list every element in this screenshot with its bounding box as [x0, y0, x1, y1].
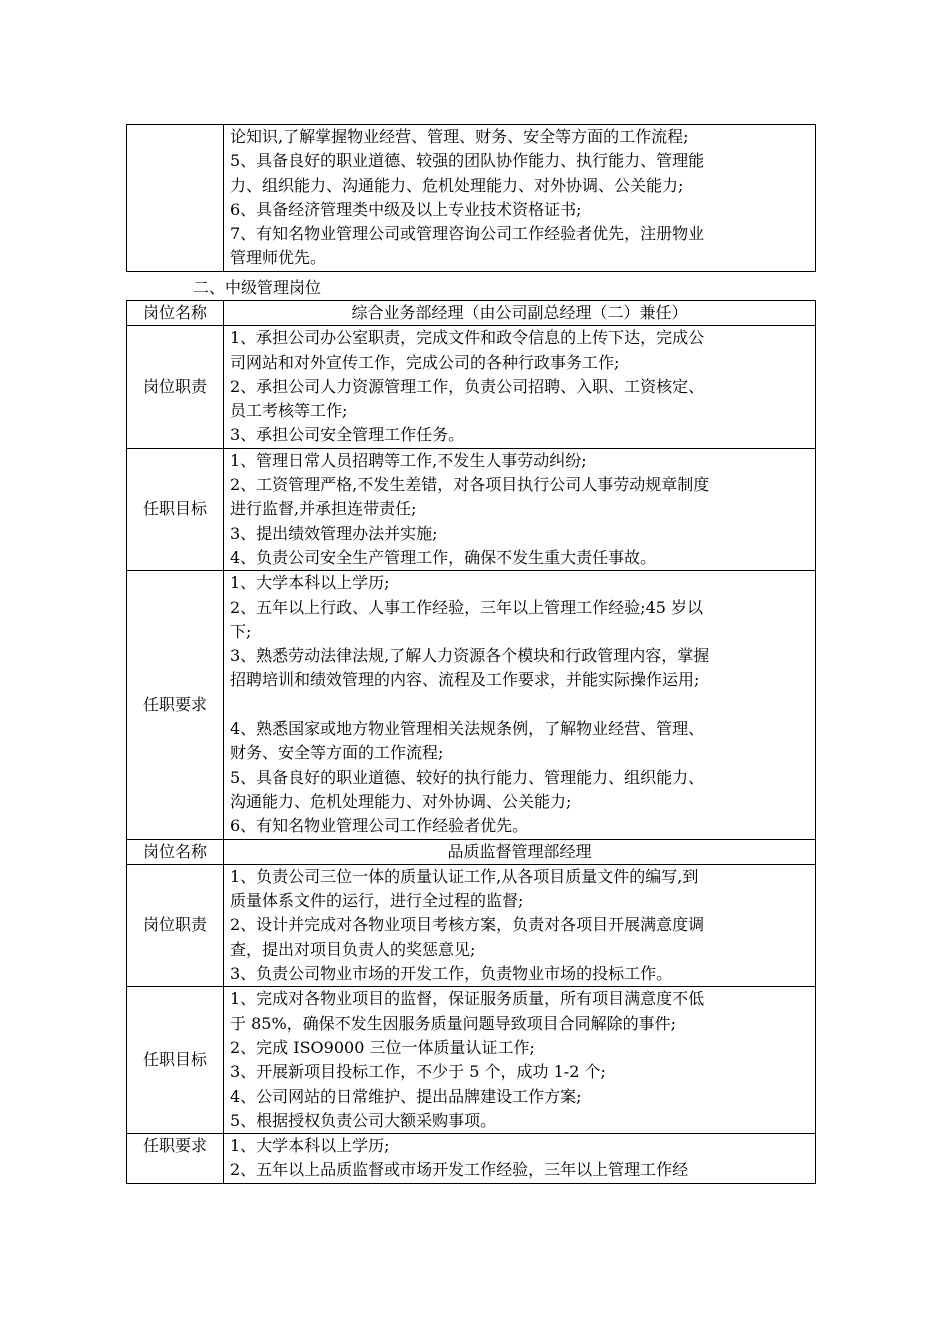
top-continuation-text — [224, 125, 816, 272]
goals-text — [224, 987, 816, 1134]
position-name-label: 岗位名称 — [127, 301, 224, 326]
goals-label: 任职目标 — [127, 448, 224, 570]
text-line: 5、具备良好的职业道德、较好的执行能力、管理能力、组织能力、 — [230, 767, 705, 787]
duties-label: 岗位职责 — [127, 326, 224, 448]
position-name-label: 岗位名称 — [127, 839, 224, 864]
blank-line — [230, 693, 809, 717]
text-line: 3、负责公司物业市场的开发工作，负责物业市场的投标工作。 — [230, 964, 673, 984]
text-line: 3、熟悉劳动法律法规,了解人力资源各个模块和行政管理内容，掌握 — [230, 646, 710, 666]
table-row — [127, 448, 816, 570]
text-line: 3、承担公司安全管理工作任务。 — [230, 425, 465, 445]
goals-text — [224, 448, 816, 570]
duties-label: 岗位职责 — [127, 864, 224, 986]
text-line: 下; — [230, 621, 252, 641]
empty-label-cell — [127, 125, 224, 272]
text-line: 3、提出绩效管理办法并实施; — [230, 523, 438, 543]
text-line: 2、工资管理严格,不发生差错，对各项目执行公司人事劳动规章制度 — [230, 475, 710, 495]
text-line: 招聘培训和绩效管理的内容、流程及工作要求，并能实际操作运用; — [230, 670, 700, 690]
text-line: 4、熟悉国家或地方物业管理相关法规条例，了解物业经营、管理、 — [230, 719, 705, 739]
text-line: 3、开展新项目投标工作，不少于 5 个，成功 1-2 个; — [230, 1062, 606, 1082]
text-line: 力、组织能力、沟通能力、危机处理能力、对外协调、公关能力; — [230, 175, 684, 195]
position-name: 综合业务部经理（由公司副总经理（二）兼任） — [224, 301, 816, 326]
text-line: 7、有知名物业管理公司或管理咨询公司工作经验者优先，注册物业 — [230, 224, 705, 244]
text-line: 管理师优先。 — [230, 248, 327, 268]
section-heading: 二、中级管理岗位 — [193, 278, 322, 297]
text-line: 4、负责公司安全生产管理工作，确保不发生重大责任事故。 — [230, 547, 657, 567]
text-line: 2、五年以上行政、人事工作经验，三年以上管理工作经验;45 岁以 — [230, 597, 704, 617]
text-line: 2、五年以上品质监督或市场开发工作经验，三年以上管理工作经 — [230, 1160, 689, 1180]
requirements-label: 任职要求 — [127, 571, 224, 839]
goals-label: 任职目标 — [127, 987, 224, 1134]
text-line: 4、公司网站的日常维护、提出品牌建设工作方案; — [230, 1086, 582, 1106]
text-line: 员工考核等工作; — [230, 401, 348, 421]
table-row — [127, 301, 816, 326]
table-row — [127, 987, 816, 1134]
text-line: 查，提出对项目负责人的奖惩意见; — [230, 939, 476, 959]
table-row — [127, 1134, 816, 1184]
text-line: 财务、安全等方面的工作流程; — [230, 743, 444, 763]
table-row — [127, 326, 816, 448]
duties-text — [224, 864, 816, 986]
text-line: 6、具备经济管理类中级及以上专业技术资格证书; — [230, 199, 582, 219]
text-line: 沟通能力、危机处理能力、对外协调、公关能力; — [230, 791, 572, 811]
text-line: 2、承担公司人力资源管理工作，负责公司招聘、入职、工资核定、 — [230, 376, 705, 396]
text-line: 进行监督,并承担连带责任; — [230, 499, 417, 519]
text-line: 1、完成对各物业项目的监督，保证服务质量，所有项目满意度不低 — [230, 989, 705, 1009]
text-line: 1、大学本科以上学历; — [230, 1136, 390, 1156]
text-line: 2、设计并完成对各物业项目考核方案，负责对各项目开展满意度调 — [230, 915, 705, 935]
text-line: 1、负责公司三位一体的质量认证工作,从各项目质量文件的编写,到 — [230, 866, 699, 886]
requirements-text — [224, 571, 816, 839]
text-line: 1、管理日常人员招聘等工作,不发生人事劳动纠纷; — [230, 450, 587, 470]
positions-table — [126, 300, 816, 1184]
table-row — [127, 864, 816, 986]
table-row — [127, 839, 816, 864]
duties-text — [224, 326, 816, 448]
text-line: 质量体系文件的运行，进行全过程的监督; — [230, 891, 524, 911]
requirements-label: 任职要求 — [127, 1134, 224, 1184]
top-continuation-table — [126, 124, 816, 272]
text-line: 5、根据授权负责公司大额采购事项。 — [230, 1110, 497, 1130]
text-line: 5、具备良好的职业道德、较强的团队协作能力、执行能力、管理能 — [230, 151, 705, 171]
table-row — [127, 125, 816, 272]
text-line: 于 85%，确保不发生因服务质量问题导致项目合同解除的事件; — [230, 1013, 677, 1033]
text-line: 司网站和对外宣传工作，完成公司的各种行政事务工作; — [230, 352, 620, 372]
text-line: 1、承担公司办公室职责，完成文件和政令信息的上传下达，完成公 — [230, 328, 705, 348]
text-line: 6、有知名物业管理公司工作经验者优先。 — [230, 816, 529, 836]
text-line: 2、完成 ISO9000 三位一体质量认证工作; — [230, 1037, 535, 1057]
requirements-text — [224, 1134, 816, 1184]
text-line: 论知识,了解掌握物业经营、管理、财务、安全等方面的工作流程; — [230, 127, 689, 146]
table-row — [127, 571, 816, 839]
position-name: 品质监督管理部经理 — [224, 839, 816, 864]
text-line: 1、大学本科以上学历; — [230, 573, 390, 593]
